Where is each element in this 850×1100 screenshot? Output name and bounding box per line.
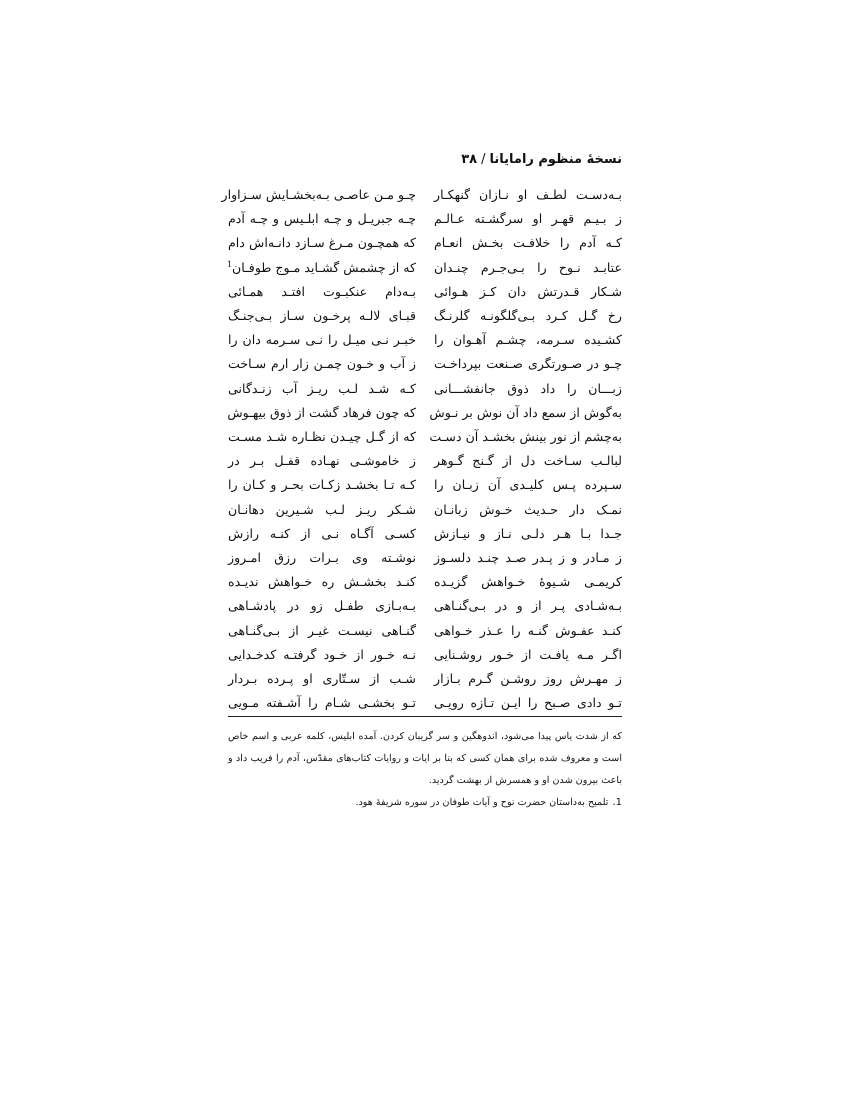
hemistich-right: زبـــان را داد ذوق جانفشـــانی	[434, 380, 622, 396]
hemistich-left: تـو بخشـی شـام را آشـفته مـویی	[228, 695, 416, 711]
hemistich-left: شـب از سـتّاری او پـرده بـردار	[228, 671, 416, 686]
hemistich-right: شـکار قـدرتش دان کـز هـوائی	[434, 283, 622, 299]
book-title: نسخهٔ منظوم رامایانا	[489, 152, 622, 167]
hemistich-left: خبـر نـی میـل را نـی سـرمه دان را	[228, 332, 416, 348]
hemistich-right: ز مهـرش روز روشـن گـرم بـازار	[434, 671, 622, 686]
hemistich-left: چـو مـن عاصـی بـه‌بخشـایش سـزاوار	[221, 187, 416, 202]
hemistich-left: بـه‌دام عنکبـوت افتـد همـائی	[228, 283, 416, 299]
hemistich-right: کریمـی شـیوهٔ خـواهش گزیـده	[434, 574, 622, 590]
footnotes	[228, 726, 622, 814]
hemistich-left: ز خاموشـی نهـاده قفـل بـر در	[228, 453, 416, 469]
hemistich-left: نوشـته وی بـرات رزق امـروز	[228, 550, 416, 565]
hemistich-right: کشـیده سـرمه، چشـم آهـوان را	[434, 332, 622, 348]
footnote-reference[interactable]: 1	[226, 259, 233, 269]
hemistich-left: ز آب و خـون چمـن زار ارم سـاخت	[228, 356, 416, 372]
footnote-continued: که از شدت یاس پیدا می‌شود، اندوهگین و سر گریبان کردن. آمده ابلیس، کلمه عربی و اسم خاص است و معروف شده برای همان کسی که بنا بر ایات و روایات کتاب‌های مقدّس، آدم را فریب داد و باعث بیرون شدن او و همسرش از بهشت گردید.	[228, 731, 622, 786]
hemistich-left: که از گـل چیـدن نظـاره شـد مسـت	[228, 429, 416, 444]
hemistich-left: نـه خـور از خـود گرفتـه کدخـدایی	[228, 646, 416, 662]
hemistich-right: کـه آدم را خلافـت بخـش انعـام	[434, 235, 622, 251]
hemistich-right: به‌گوش از سمع داد آن نوش بر نـوش	[429, 404, 622, 420]
hemistich-left: که همچـون مـرغ سـازد دانـه‌اش دام	[228, 235, 416, 251]
hemistich-right: ز بـیـم قهـر او سرگشـته عـالـم	[434, 211, 622, 227]
hemistich-left: که از چشمش گشـاید مـوج طوفـان$^1$	[226, 259, 416, 275]
hemistich-right: عتابـد نـوح را بـی‌جـرم چنـدان	[434, 259, 622, 275]
hemistich-right: بـه‌دسـت لطـف او نـازان گنهکـار	[434, 187, 622, 202]
hemistich-left: کـه شـد لـب ریـز آب زنـدگانی	[228, 380, 416, 396]
hemistich-right: نمـک دار حـدیث خـوش زبانـان	[434, 501, 622, 517]
hemistich-right: تـو دادی صـبح را ایـن تـازه رویـی	[434, 695, 622, 711]
running-header	[228, 150, 622, 170]
hemistich-left: کنـد بخشـش ره خـواهش ندیـده	[228, 574, 416, 590]
hemistich-right: ز مـادر و ز پـدر صـد چنـد دلسـوز	[434, 550, 622, 565]
hemistich-right: اگـر مـه یافـت از خـور روشـنایی	[434, 646, 622, 662]
hemistich-right: سـپرده پـس کلیـدی آن زبـان را	[434, 477, 622, 493]
footnote-1	[228, 792, 622, 814]
hemistich-left: شـکر ریـز لـب شـیرین دهانـان	[228, 501, 416, 517]
header-separator: /	[481, 152, 486, 167]
footnote-number: 1.	[612, 797, 622, 808]
page-number: ۳۸	[461, 152, 478, 167]
footnote-divider	[228, 716, 622, 717]
poem-body	[221, 183, 622, 711]
footnote-text: تلمیح به‌داستان حضرت نوح و آیات طوفان در سوره شریفهٔ هود.	[355, 797, 609, 808]
hemistich-right: لبالـب سـاخت دل از گـنج گـوهر	[434, 453, 622, 469]
hemistich-right: به‌چشم از نور بینش بخشـد آن دسـت	[429, 429, 622, 444]
hemistich-left: کسـی آگـاه نـی از کنـه رازش	[228, 525, 416, 541]
hemistich-left: چـه جبریـل و چـه ابلـیس و چـه آدم	[228, 211, 416, 227]
hemistich-left: قبـای لالـه پرخـون سـاز بـی‌جنـگ	[228, 308, 416, 323]
hemistich-right: چـو در صـورتگری صـنعت بپرداخـت	[434, 356, 622, 372]
hemistich-right: رخ گـل کـرد بـی‌گلگونـه گلرنـگ	[434, 308, 622, 323]
hemistich-left: گنـاهی نیسـت غیـر از بـی‌گنـاهی	[228, 622, 416, 638]
hemistich-left: بـه‌بـازی طفـل زو در پادشـاهی	[228, 598, 416, 614]
hemistich-right: بـه‌شـادی پـر از و در بـی‌گنـاهی	[434, 598, 622, 614]
hemistich-left: کـه تـا بخشـد زکـات بحـر و کـان را	[228, 477, 416, 493]
hemistich-left: که چون فرهاد گشت از ذوق بیهـوش	[227, 404, 416, 420]
hemistich-right: کنـد عفـوش گنـه را عـذر خـواهی	[434, 622, 622, 638]
hemistich-right: جـدا بـا هـر دلـی نـاز و نیـازش	[434, 525, 622, 541]
